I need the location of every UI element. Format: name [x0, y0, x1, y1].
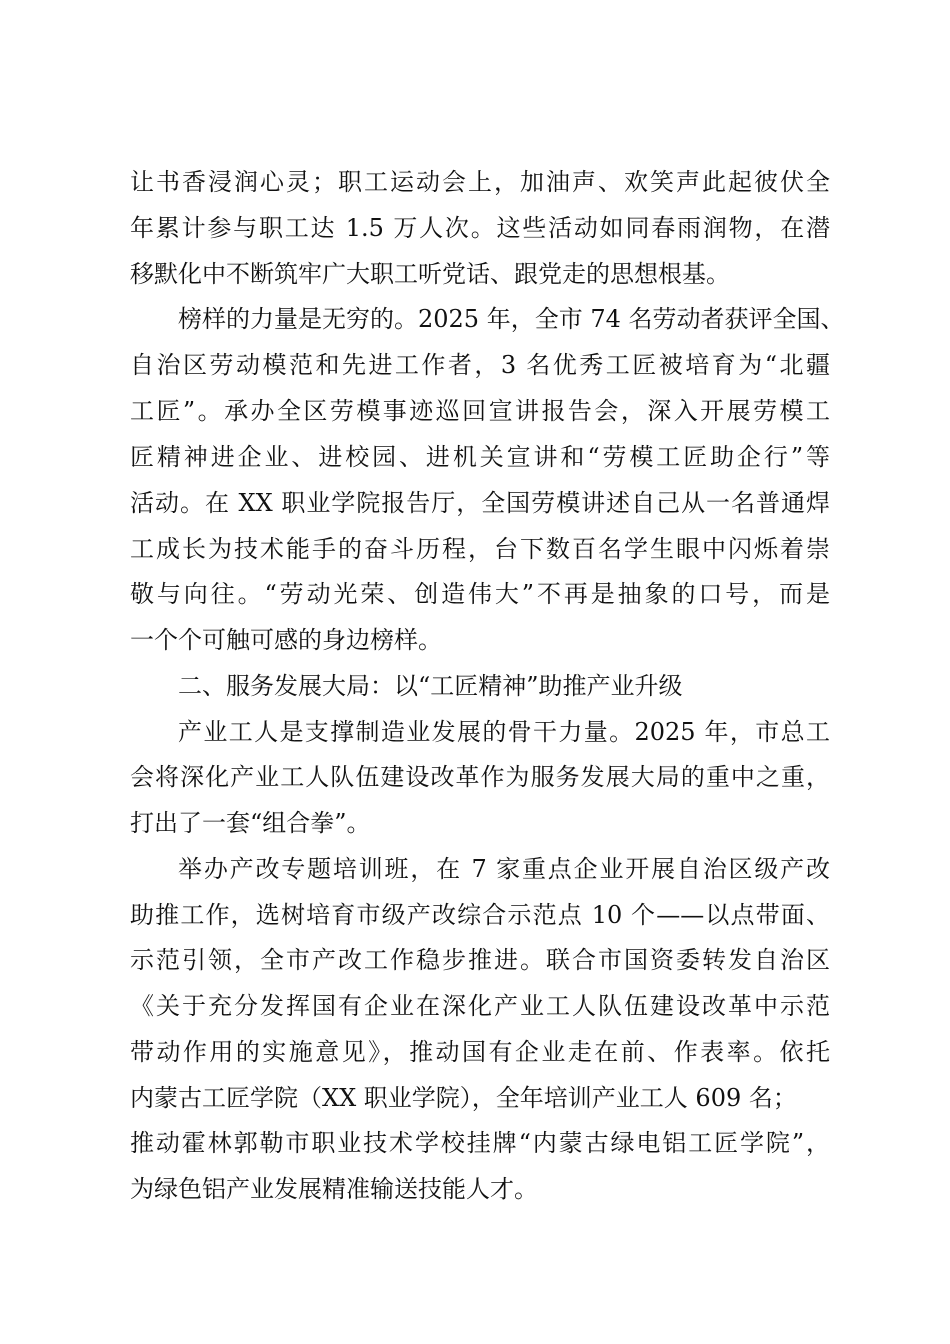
- paragraph-line: 让书香浸润心灵；职工运动会上，加油声、欢笑声此起彼伏全: [130, 168, 830, 196]
- paragraph-line: 活动。在 XX 职业学院报告厅，全国劳模讲述自己从一名普通焊: [130, 489, 830, 517]
- paragraph-line: 《关于充分发挥国有企业在深化产业工人队伍建设改革中示范: [130, 992, 830, 1020]
- paragraph-line: 助推工作，选树培育市级产改综合示范点 10 个——以点带面、: [130, 901, 830, 929]
- paragraph-line: 工匠”。承办全区劳模事迹巡回宣讲报告会，深入开展劳模工: [130, 397, 830, 425]
- paragraph-line: 榜样的力量是无穷的。2025 年，全市 74 名劳动者获评全国、: [178, 305, 845, 333]
- paragraph-line: 推动霍林郭勒市职业技术学校挂牌“内蒙古绿电铝工匠学院”，: [130, 1129, 830, 1157]
- paragraph-line: 年累计参与职工达 1.5 万人次。这些活动如同春雨润物，在潜: [130, 214, 830, 242]
- paragraph-line: 会将深化产业工人队伍建设改革作为服务发展大局的重中之重，: [130, 763, 830, 791]
- paragraph-line: 举办产改专题培训班，在 7 家重点企业开展自治区级产改: [178, 855, 830, 883]
- paragraph-line: 一个个可触可感的身边榜样。: [130, 626, 442, 654]
- paragraph-line: 为绿色铝产业发展精准输送技能人才。: [130, 1175, 538, 1203]
- paragraph-line: 移默化中不断筑牢广大职工听党话、跟党走的思想根基。: [130, 260, 730, 288]
- paragraph-line: 工成长为技术能手的奋斗历程，台下数百名学生眼中闪烁着崇: [130, 535, 830, 563]
- paragraph-line: 打出了一套“组合拳”。: [130, 809, 371, 837]
- paragraph-line: 匠精神进企业、进校园、进机关宣讲和“劳模工匠助企行”等: [130, 443, 830, 471]
- paragraph-line: 产业工人是支撑制造业发展的骨干力量。2025 年，市总工: [178, 718, 830, 746]
- paragraph-line: 自治区劳动模范和先进工作者，3 名优秀工匠被培育为“北疆: [130, 351, 830, 379]
- paragraph-line: 内蒙古工匠学院（XX 职业学院），全年培训产业工人 609 名；: [130, 1084, 797, 1112]
- paragraph-line: 敬与向往。“劳动光荣、创造伟大”不再是抽象的口号，而是: [130, 580, 830, 608]
- paragraph-line: 带动作用的实施意见》，推动国有企业走在前、作表率。依托: [130, 1038, 830, 1066]
- section-heading: 二、服务发展大局：以“工匠精神”助推产业升级: [178, 672, 683, 700]
- paragraph-line: 示范引领，全市产改工作稳步推进。联合市国资委转发自治区: [130, 946, 830, 974]
